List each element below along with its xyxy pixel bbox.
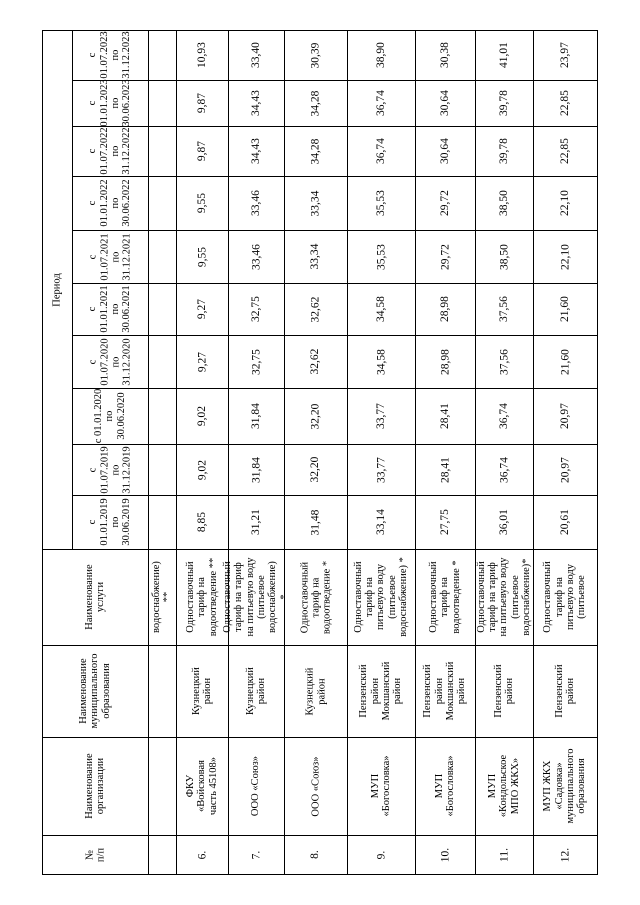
tariff-value-text: 32,20 [309,456,322,483]
row-index-text: 12. [558,847,571,862]
tariff-value [415,444,475,495]
row-organization [176,737,228,835]
tariff-value [347,230,415,283]
row-municipality [284,645,347,737]
carryover-text [148,549,176,645]
row-index [284,835,347,874]
tariff-value [533,283,597,335]
tariff-value [347,30,415,80]
tariff-value [228,80,284,126]
tariff-value-text: 29,72 [438,190,451,216]
tariff-value [533,126,597,176]
row-organization [228,737,284,835]
row-index [176,835,228,874]
tariff-value [228,444,284,495]
tariff-value [284,80,347,126]
tariff-value [228,388,284,444]
period-label-text: с 01.01.2021 по 30.06.2021 [87,285,133,333]
tariff-value-text: 38,50 [497,243,510,270]
tariff-value [415,30,475,80]
period-label-text: с 01.01.2023 по 30.06.2023 [87,79,133,127]
row-organization-text: МУП «Богословка» [369,755,392,817]
tariff-value-text: 41,01 [497,42,510,68]
row-index [347,835,415,874]
tariff-value [533,176,597,230]
tariff-value [284,176,347,230]
row-organization [475,737,533,835]
tariff-value-text: 35,53 [374,243,387,270]
row-organization-text: МУП «Богословка» [433,755,456,817]
row-municipality-text: Пензенский район [492,664,515,718]
row-municipality [228,645,284,737]
tariff-value [284,30,347,80]
tariff-value [284,126,347,176]
tariff-value-text: 22,85 [558,138,571,164]
tariff-value-text: 20,97 [558,403,571,429]
period-label [72,80,148,126]
row-municipality-text: Кузнецкий район [244,667,267,715]
row-service-text: Одноставочный тариф на водоотведение * [298,560,333,634]
row-organization [284,737,347,835]
tariff-value [415,283,475,335]
tariff-value-text: 9,87 [195,140,208,162]
tariff-value [415,126,475,176]
tariff-value-text: 33,77 [374,403,387,429]
row-service [284,549,347,645]
tariff-value-text: 29,72 [438,243,451,270]
header-organization [42,737,148,835]
tariff-value-text: 33,14 [374,509,387,535]
row-service [533,549,597,645]
header-organization-text: Наименование организации [83,753,106,819]
tariff-value [176,495,228,549]
tariff-value-text: 27,75 [438,509,451,535]
header-service-text: Наименование услуги [83,564,106,630]
period-label [72,176,148,230]
tariff-value [347,283,415,335]
tariff-value-text: 28,98 [438,296,451,322]
tariff-value [475,230,533,283]
tariff-value [533,388,597,444]
period-label-text: с 01.07.2019 по 31.12.2019 [87,445,133,494]
tariff-value [228,230,284,283]
tariff-value-text: 31,48 [309,509,322,535]
row-service-text: Одноставочный тариф на питьевую воду (питьевое водоснабжение) * [352,557,409,637]
tariff-value-text: 8,85 [195,511,208,533]
tariff-value-text: 34,58 [374,348,387,375]
header-municipality-text: Наименование муниципального образования [78,653,112,729]
tariff-value-text: 36,01 [497,509,510,535]
tariff-value-text: 33,40 [249,42,262,68]
tariff-value [347,444,415,495]
tariff-value-text: 10,93 [195,42,208,68]
tariff-value [347,495,415,549]
tariff-value [415,80,475,126]
tariff-value-text: 9,87 [195,92,208,114]
period-header-text: Период [51,272,63,307]
tariff-value [533,30,597,80]
row-index [228,835,284,874]
tariff-value [533,230,597,283]
header-municipality [42,645,148,737]
row-municipality-text: Кузнецкий район [190,667,213,715]
tariff-value-text: 37,56 [497,348,510,375]
row-organization-text: ООО «Союз» [250,755,262,817]
tariff-value-text: 33,77 [374,456,387,483]
tariff-value-text: 33,46 [249,243,262,270]
tariff-value-text: 33,34 [309,190,322,216]
row-service-text: Одноставочный тариф на водоотведение ** [185,557,219,637]
tariff-value-text: 34,28 [309,138,322,164]
period-label-text: с 01.01.2022 по 30.06.2022 [87,179,133,227]
tariff-value [415,335,475,388]
row-municipality-text: Пензенский район Мокшанский район [422,661,468,721]
tariff-value-text: 9,02 [195,405,208,427]
tariff-value-text: 38,90 [374,42,387,68]
tariff-value-text: 22,10 [558,243,571,270]
period-label-text: с 01.01.2020 по 30.06.2020 [93,388,127,444]
row-municipality-text: Пензенский район [553,664,576,718]
tariff-value [176,444,228,495]
tariff-value [176,126,228,176]
tariff-value-text: 32,62 [309,348,322,375]
tariff-value [284,444,347,495]
tariff-value [475,176,533,230]
tariff-value-text: 34,43 [249,138,262,164]
row-index-text: 9. [374,850,387,859]
tariff-value [228,30,284,80]
tariff-value [347,388,415,444]
period-label-text: с 01.01.2019 по 30.06.2019 [87,498,133,546]
tariff-value [475,283,533,335]
tariff-value [475,335,533,388]
tariff-value-text: 37,56 [497,296,510,322]
period-label-text: с 01.07.2021 по 31.12.2021 [87,232,133,281]
tariff-value [176,388,228,444]
tariff-value-text: 39,78 [497,90,510,116]
tariff-value [475,388,533,444]
carryover-text-text: водоснабжение) ** [150,561,173,633]
row-municipality [415,645,475,737]
row-municipality-text: Пензенский район Мокшанский район [358,661,404,721]
tariff-value [533,80,597,126]
row-service [415,549,475,645]
period-label [72,335,148,388]
row-organization-text: МУП «Кондольское МПО ЖКХ» [487,754,521,818]
tariff-value [347,126,415,176]
tariff-value [347,80,415,126]
tariff-value [284,283,347,335]
tariff-value [475,495,533,549]
tariff-value-text: 32,20 [309,403,322,429]
tariff-value [533,335,597,388]
period-label-text: с 01.07.2020 по 31.12.2020 [87,337,133,386]
tariff-value-text: 9,55 [195,192,208,214]
period-label [72,388,148,444]
tariff-value-text: 31,84 [249,403,262,429]
tariff-value [228,335,284,388]
period-label [72,444,148,495]
tariff-value [176,283,228,335]
tariff-value [475,126,533,176]
tariff-value [475,80,533,126]
row-municipality [176,645,228,737]
tariff-value-text: 36,74 [497,456,510,483]
tariff-value [415,230,475,283]
tariff-value-text: 32,75 [249,348,262,375]
tariff-value [176,30,228,80]
tariff-value-text: 34,43 [249,90,262,116]
tariff-value [284,495,347,549]
tariff-value-text: 33,34 [309,243,322,270]
tariff-value [415,495,475,549]
tariff-value-text: 36,74 [374,138,387,164]
tariff-value [176,176,228,230]
tariff-value-text: 36,74 [497,403,510,429]
tariff-value-text: 21,60 [558,348,571,375]
row-service [475,549,533,645]
row-organization [533,737,597,835]
tariff-value-text: 20,61 [558,509,571,535]
tariff-value [228,495,284,549]
row-index-text: 6. [195,850,208,859]
period-label-text: с 01.07.2023 по 31.12.2023 [87,31,133,79]
tariff-value-text: 28,41 [438,456,451,483]
period-label [72,230,148,283]
header-service [42,549,148,645]
row-index [533,835,597,874]
tariff-value-text: 30,38 [438,42,451,68]
tariff-value-text: 39,78 [497,138,510,164]
tariff-value-text: 32,62 [309,296,322,322]
row-index-text: 8. [309,850,322,859]
tariff-value [533,444,597,495]
tariff-value-text: 31,84 [249,456,262,483]
row-organization-text: МУП ЖКХ «Садовка» муниципального образования [542,748,588,824]
row-municipality [347,645,415,737]
tariff-value [475,30,533,80]
period-label [72,283,148,335]
tariff-value-text: 34,58 [374,296,387,322]
tariff-value-text: 30,64 [438,90,451,116]
row-service-text: Одноставочный тариф на тариф на питьевую воду (питьевое водоснабжение)* [475,557,532,637]
tariff-value-text: 31,21 [249,509,262,535]
tariff-value-text: 9,02 [195,459,208,480]
row-service [347,549,415,645]
tariff-value-text: 22,85 [558,90,571,116]
tariff-value-text: 9,27 [195,351,208,372]
tariff-value [475,444,533,495]
tariff-value [347,335,415,388]
row-index-text: 11. [497,847,510,862]
period-header [42,30,72,549]
tariff-value-text: 30,64 [438,138,451,164]
tariff-value-text: 9,27 [195,298,208,320]
tariff-value-text: 34,28 [309,90,322,116]
tariff-value [284,230,347,283]
tariff-value [228,283,284,335]
row-index [415,835,475,874]
header-index [42,835,148,874]
row-service [222,549,290,645]
row-service [176,549,228,645]
tariff-value [176,80,228,126]
header-index-text: № п/п [83,847,106,862]
tariff-value [347,176,415,230]
row-organization-text: ООО «Союз» [309,755,321,817]
row-municipality [533,645,597,737]
period-label [72,126,148,176]
period-label [72,495,148,549]
tariff-value-text: 28,41 [438,403,451,429]
row-index [475,835,533,874]
row-index-text: 10. [438,847,451,862]
tariff-value-text: 20,97 [558,456,571,483]
row-municipality [475,645,533,737]
tariff-value [533,495,597,549]
tariff-value-text: 28,98 [438,348,451,375]
tariff-value-text: 22,10 [558,190,571,216]
tariff-value [228,176,284,230]
row-organization [415,737,475,835]
row-service-text: Одноставочный тариф на водоотведение * [428,560,462,634]
period-label [72,30,148,80]
tariff-value-text: 33,46 [249,190,262,216]
period-label-text: с 01.07.2022 по 31.12.2022 [87,127,133,175]
tariff-value-text: 23,97 [558,42,571,68]
tariff-value [176,335,228,388]
row-organization [347,737,415,835]
row-index-text: 7. [249,850,262,859]
tariff-value [284,335,347,388]
tariff-value-text: 32,75 [249,296,262,322]
tariff-value [415,388,475,444]
tariff-value [176,230,228,283]
tariff-value-text: 36,74 [374,90,387,116]
row-service-text: Одноставочный тариф на питьевую воду (питьевое [542,561,588,633]
tariff-value-text: 21,60 [558,296,571,322]
tariff-value [228,126,284,176]
tariff-value-text: 30,39 [309,42,322,68]
row-service-text: Одноставочный тариф на тариф на питьевую воду (питьевое водоснабжение) * [222,557,290,637]
tariff-value [284,388,347,444]
row-municipality-text: Кузнецкий район [304,667,327,715]
row-organization-text: ФКУ «Войсковая часть 45108» [185,756,219,816]
tariff-value [415,176,475,230]
tariff-value-text: 9,55 [195,246,208,267]
tariff-value-text: 35,53 [374,190,387,216]
tariff-value-text: 38,50 [497,190,510,216]
